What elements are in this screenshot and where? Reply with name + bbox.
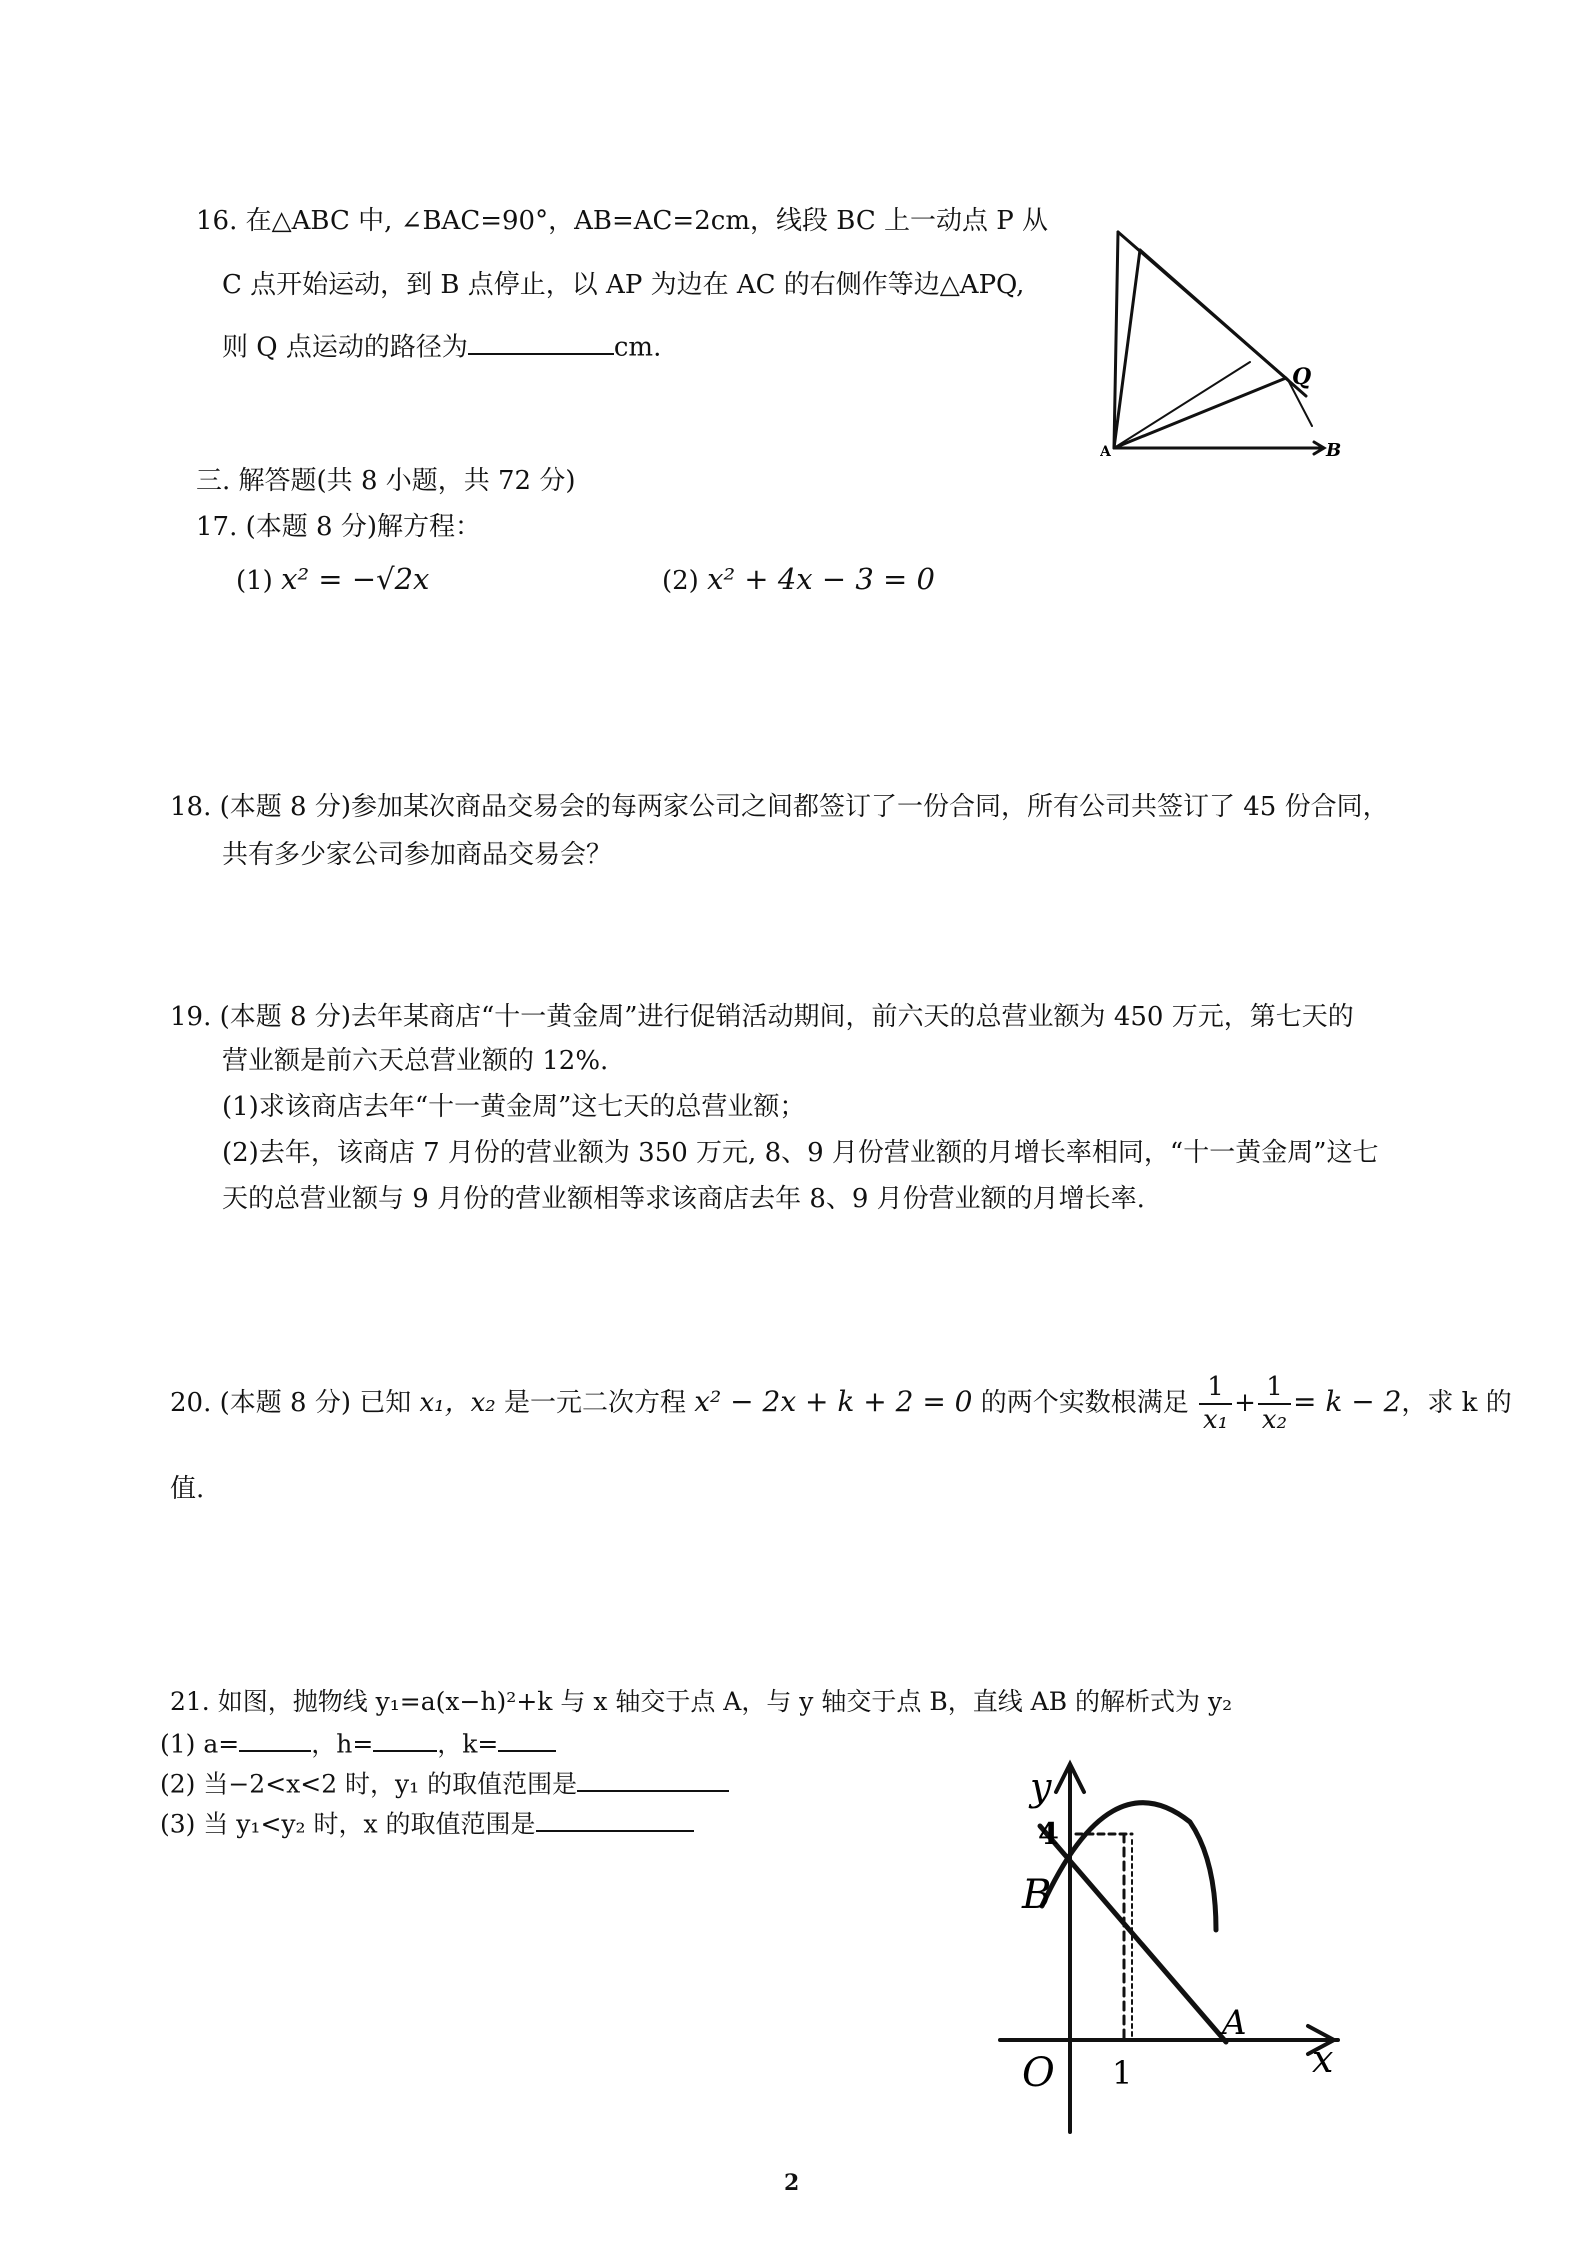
q21-fig-label-o: O	[1022, 2050, 1055, 2096]
q18-line1: 18. (本题 8 分)参加某次商品交易会的每两家公司之间都签订了一份合同，所有公司共签订了 45 份合同，	[170, 792, 1389, 822]
q19-line2: 营业额是前六天总营业额的 12%.	[222, 1046, 609, 1076]
q17-part1-label: (1)	[236, 566, 273, 596]
q17-title: 17. (本题 8 分)解方程：	[196, 512, 481, 542]
q21-part3-blank[interactable]	[536, 1804, 694, 1832]
q20-frac1-denominator: x₁	[1203, 1405, 1229, 1436]
q20-frac2-numerator: 1	[1258, 1372, 1291, 1405]
q20-line1	[170, 1372, 1512, 1436]
q16-answer-blank[interactable]	[468, 326, 614, 355]
q17-part1	[236, 562, 429, 596]
q17-part2	[662, 562, 935, 596]
q20-frac1-numerator: 1	[1199, 1372, 1232, 1405]
q20-text-mid2: 的两个实数根满足	[972, 1388, 1198, 1419]
q21-part3	[160, 1804, 694, 1840]
q21-part3-text: (3) 当 y₁<y₂ 时，x 的取值范围是	[160, 1809, 536, 1839]
q19-line5: 天的总营业额与 9 月份的营业额相等求该商店去年 8、9 月份营业额的月增长率.	[222, 1184, 1145, 1214]
q21-part1-h-label: ，h=	[311, 1729, 374, 1759]
q20-text-end: ，求 k 的	[1401, 1388, 1512, 1419]
q20-equation: x² − 2x + k + 2 = 0	[694, 1385, 973, 1419]
q17-part1-equation: x² = −√2x	[281, 562, 430, 596]
q21-fig-label-x: x	[1312, 2037, 1334, 2081]
q21-fig-label-1: 1	[1112, 2054, 1133, 2092]
q16-line2: C 点开始运动，到 B 点停止，以 AP 为边在 AC 的右侧作等边△APQ,	[222, 270, 1025, 300]
q16-fig-label-q: Q	[1292, 364, 1312, 390]
q20-text-mid1: 是一元二次方程	[495, 1388, 695, 1419]
q19-line3: (1)求该商店去年“十一黄金周”这七天的总营业额；	[222, 1092, 806, 1122]
q21-part2	[160, 1764, 729, 1800]
q21-fig-label-a: A	[1222, 2003, 1247, 2043]
q16-line3-text: 则 Q 点运动的路径为	[222, 332, 468, 363]
q16-fig-label-a: A	[1100, 444, 1111, 460]
q21-fig-label-4: 4	[1038, 1817, 1059, 1852]
q16-line3-unit: cm.	[613, 332, 662, 363]
q21-k-blank[interactable]	[498, 1724, 556, 1752]
q20-fraction-2	[1258, 1372, 1291, 1436]
q21-part2-blank[interactable]	[577, 1764, 729, 1792]
q20-roots: x₁，x₂	[419, 1388, 496, 1419]
q21-a-blank[interactable]	[239, 1724, 311, 1752]
q19-line1: 19. (本题 8 分)去年某商店“十一黄金周”进行促销活动期间，前六天的总营业额为 450 万元，第七天的	[170, 1002, 1354, 1032]
q21-fig-label-b: B	[1022, 1872, 1052, 1918]
q21-fig-label-y: y	[1030, 1765, 1052, 1809]
q21-part1-a-label: (1) a=	[160, 1729, 240, 1759]
q18-line2: 共有多少家公司参加商品交易会？	[222, 840, 613, 870]
q16-line1: 16. 在△ABC 中, ∠BAC=90°，AB=AC=2cm，线段 BC 上一动点 P 从	[196, 206, 1049, 236]
q21-line1: 21. 如图，抛物线 y₁=a(x−h)²+k 与 x 轴交于点 A，与 y 轴交于点 B，直线 AB 的解析式为 y₂	[170, 1687, 1233, 1716]
q21-figure	[990, 1750, 1360, 2140]
q21-h-blank[interactable]	[373, 1724, 437, 1752]
q21-part1	[160, 1724, 556, 1760]
q20-frac2-denominator: x₂	[1261, 1405, 1288, 1436]
q17-part2-label: (2)	[662, 566, 699, 596]
q21-part2-text: (2) 当−2<x<2 时，y₁ 的取值范围是	[160, 1769, 578, 1799]
q16-figure	[1100, 220, 1360, 460]
q20-plus: +	[1234, 1388, 1256, 1419]
q20-rhs: = k − 2	[1293, 1385, 1402, 1419]
q16-line3	[222, 326, 661, 363]
q20-fraction-1	[1199, 1372, 1232, 1436]
q19-line4: (2)去年，该商店 7 月份的营业额为 350 万元, 8、9 月份营业额的月增长率相同，“十一黄金周”这七	[222, 1138, 1379, 1168]
q17-part2-equation: x² + 4x − 3 = 0	[707, 562, 936, 596]
section3-title: 三. 解答题(共 8 小题，共 72 分)	[196, 466, 576, 496]
page-number: 2	[784, 2170, 800, 2196]
q21-part1-k-label: ，k=	[437, 1729, 499, 1759]
q16-fig-label-b: B	[1326, 440, 1342, 460]
q20-line2: 值.	[170, 1474, 205, 1504]
q20-intro: 20. (本题 8 分) 已知	[170, 1388, 420, 1419]
